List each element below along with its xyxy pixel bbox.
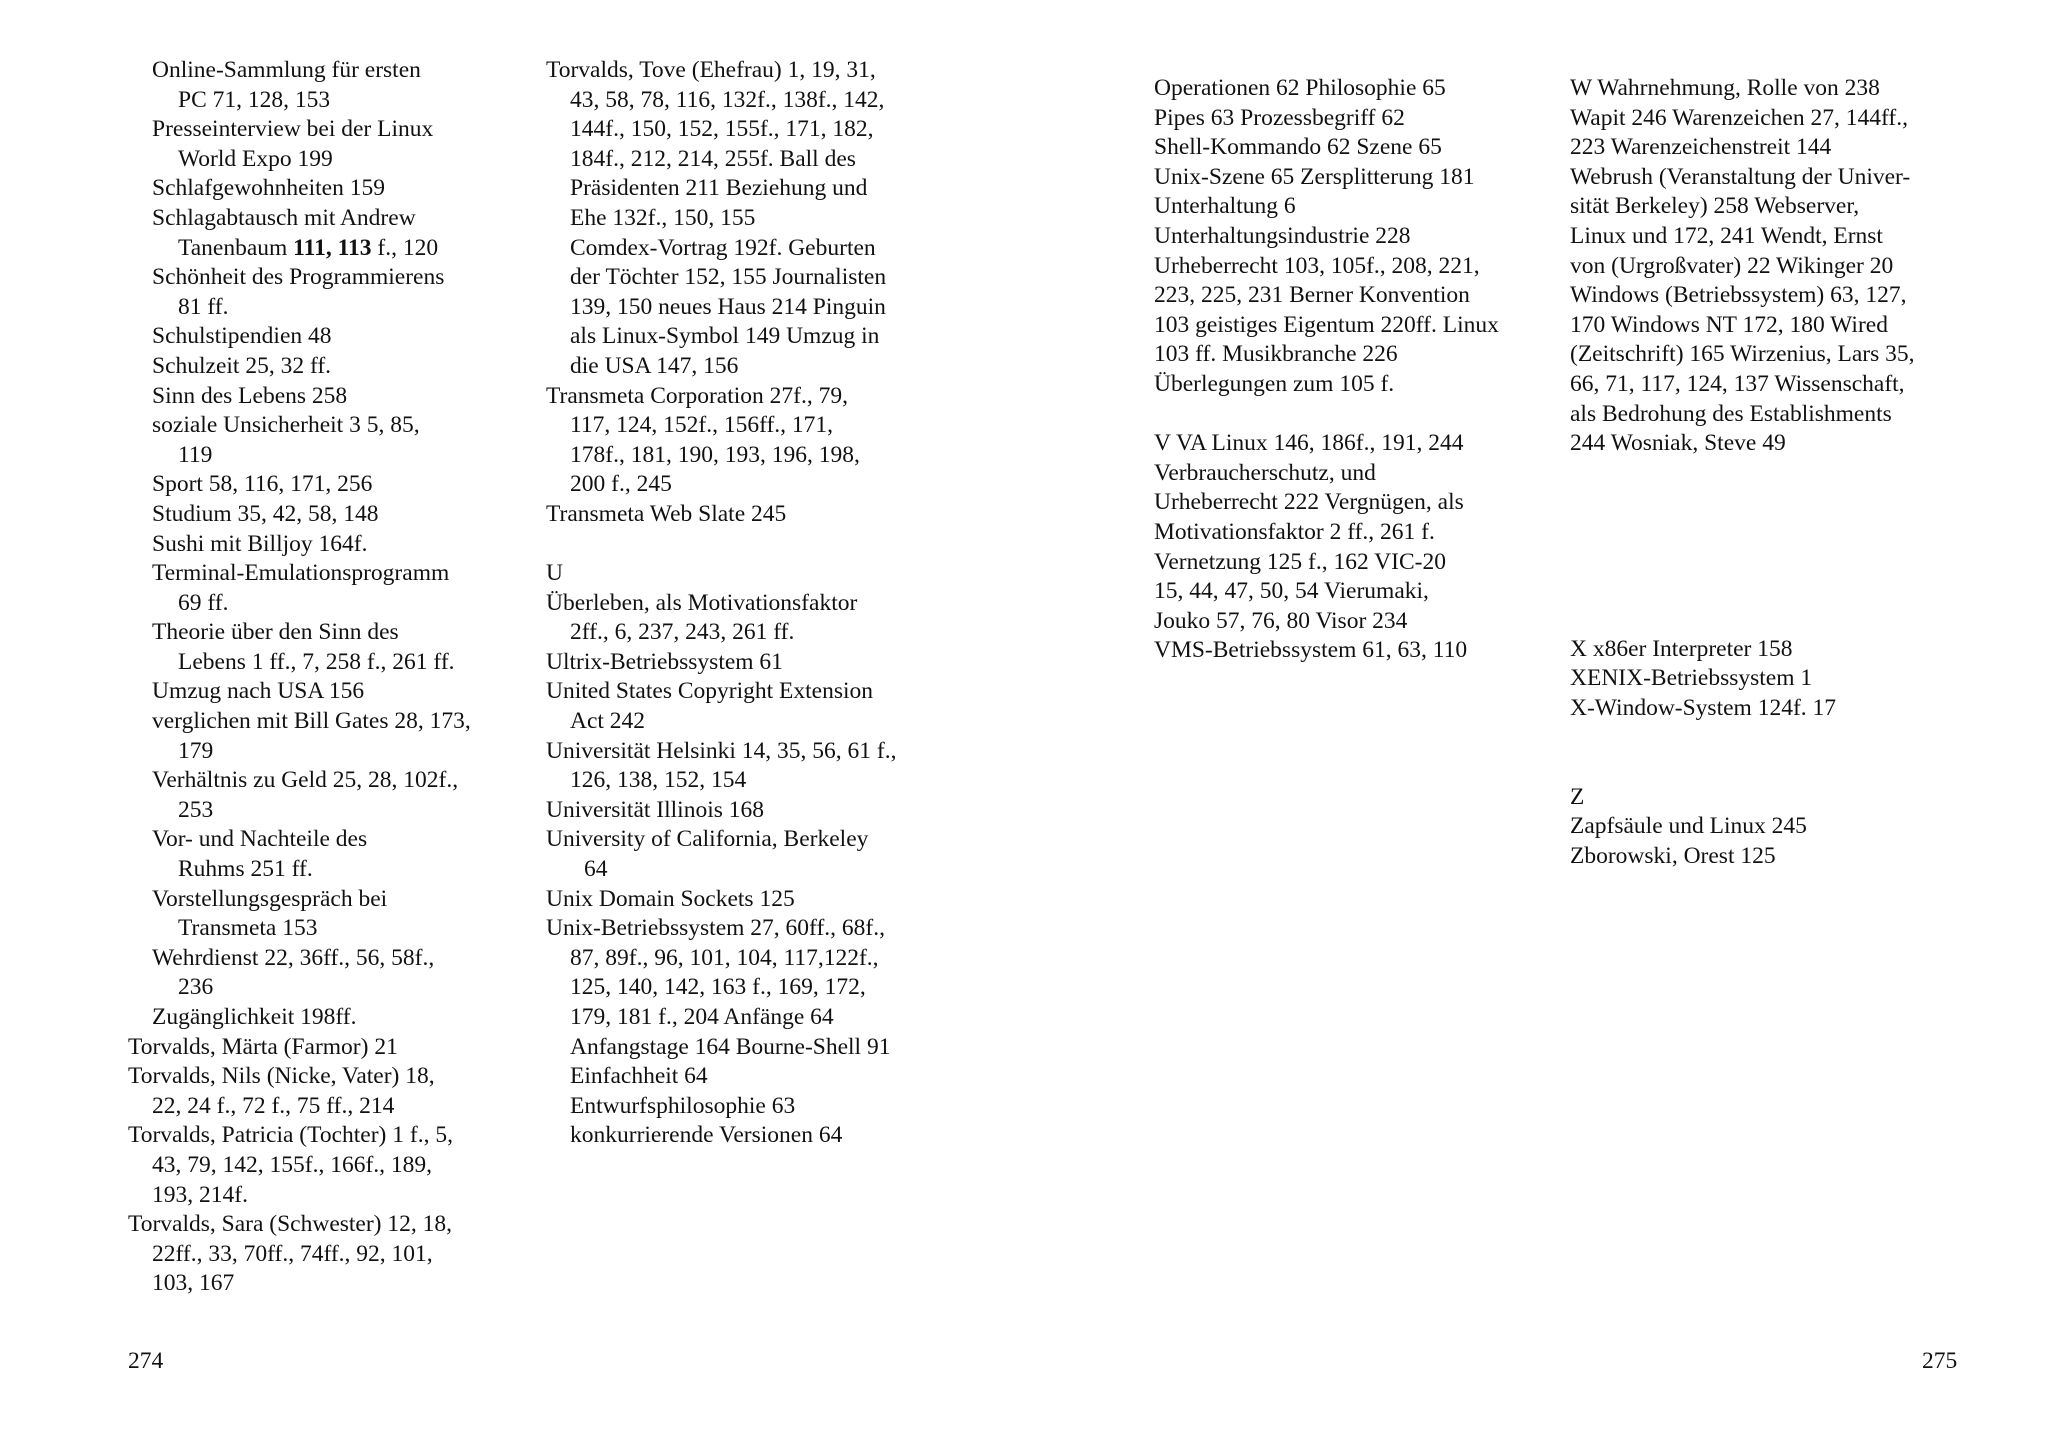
index-entry: Torvalds, Sara (Schwester) 12, 18,	[128, 1211, 453, 1238]
index-entry: Unterhaltung 6	[1154, 193, 1296, 220]
index-entry: W Wahrnehmung, Rolle von 238	[1570, 75, 1880, 101]
index-entry: Windows (Betriebssystem) 63, 127,	[1570, 282, 1907, 309]
index-gap	[1154, 400, 1554, 430]
index-letter-heading: Z	[1570, 783, 1585, 810]
index-entry: Zborowski, Orest 125	[1570, 842, 1776, 869]
index-entry: als Bedrohung des Establishments	[1570, 400, 1892, 427]
index-entry: Universität Helsinki 14, 35, 56, 61 f.,	[546, 737, 897, 764]
index-entry: Urheberrecht 222 Vergnügen, als	[1154, 489, 1464, 516]
index-entry: 43, 79, 142, 155f., 166f., 189,	[152, 1151, 433, 1178]
index-entry: von (Urgroßvater) 22 Wikinger 20	[1570, 252, 1894, 279]
index-entry: 66, 71, 117, 124, 137 Wissenschaft,	[1570, 370, 1905, 397]
index-entry: 179, 181 f., 204 Anfänge 64	[570, 1004, 834, 1030]
index-entry: Zugänglichkeit 198ff.	[152, 1004, 357, 1030]
index-entry: der Töchter 152, 155 Journalisten	[570, 264, 887, 291]
index-entry: 139, 150 neues Haus 214 Pinguin	[570, 293, 886, 320]
index-entry: Entwurfsphilosophie 63	[570, 1092, 796, 1119]
index-entry: Lebens 1 ff., 7, 258 f., 261 ff.	[178, 648, 455, 675]
index-entry: Terminal-Emulationsprogramm	[152, 560, 450, 587]
page-number-right: 275	[1922, 1348, 1958, 1374]
index-entry: sität Berkeley) 258 Webserver,	[1570, 193, 1860, 220]
index-entry: X-Window-System 124f. 17	[1570, 694, 1837, 721]
index-entry: V VA Linux 146, 186f., 191, 244	[1154, 430, 1464, 457]
right-page-column-1	[1154, 74, 1554, 666]
index-entry: Ehe 132f., 150, 155	[570, 204, 756, 231]
index-entry: Vernetzung 125 f., 162 VIC-20	[1154, 548, 1446, 575]
index-entry: Schulzeit 25, 32 ff.	[152, 352, 332, 379]
index-entry: 223, 225, 231 Berner Konvention	[1154, 282, 1470, 309]
index-entry: 244 Wosniak, Steve 49	[1570, 430, 1786, 457]
index-entry: 103 geistiges Eigentum 220ff. Linux	[1154, 311, 1499, 338]
index-entry: (Zeitschrift) 165 Wirzenius, Lars 35,	[1570, 341, 1915, 368]
index-entry: Jouko 57, 76, 80 Visor 234	[1154, 607, 1408, 634]
index-entry: Shell-Kommando 62 Szene 65	[1154, 134, 1442, 161]
index-entry: 117, 124, 152f., 156ff., 171,	[570, 412, 834, 439]
index-entry: Schulstipendien 48	[152, 323, 332, 350]
index-entry: Online-Sammlung für ersten	[152, 57, 421, 83]
index-entry: Verbraucherschutz, und	[1154, 459, 1376, 486]
index-entry: Anfangstage 164 Bourne-Shell 91	[570, 1033, 891, 1060]
index-entry: Sport 58, 116, 171, 256	[152, 471, 373, 498]
index-entry: Transmeta Corporation 27f., 79,	[546, 382, 848, 409]
index-entry: Sinn des Lebens 258	[152, 382, 348, 409]
index-entry: 87, 89f., 96, 101, 104, 117,122f.,	[570, 944, 879, 971]
index-entry: Einfachheit 64	[570, 1063, 708, 1090]
index-entry: 253	[178, 796, 214, 823]
index-entry: Ultrix-Betriebssystem 61	[546, 648, 783, 675]
index-entry: Präsidenten 211 Beziehung und	[570, 175, 868, 202]
index-entry: Webrush (Veranstaltung der Univer-	[1570, 163, 1911, 190]
index-entry: 144f., 150, 152, 155f., 171, 182,	[570, 116, 874, 143]
index-gap	[546, 530, 966, 560]
index-entry: World Expo 199	[178, 145, 333, 172]
index-entry: konkurrierende Versionen 64	[570, 1122, 843, 1149]
index-entry: Sushi mit Billjoy 164f.	[152, 530, 368, 557]
index-entry: Wapit 246 Warenzeichen 27, 144ff.,	[1570, 104, 1908, 131]
index-entry: 15, 44, 47, 50, 54 Vierumaki,	[1154, 578, 1429, 605]
index-entry: 178f., 181, 190, 193, 196, 198,	[570, 441, 860, 468]
index-entry: Vor- und Nachteile des	[152, 826, 368, 853]
index-entry: 184f., 212, 214, 255f. Ball des	[570, 145, 856, 172]
index-entry: 119	[178, 441, 213, 468]
index-entry: 193, 214f.	[152, 1181, 248, 1208]
index-entry: X x86er Interpreter 158	[1570, 635, 1793, 662]
index-entry: Schlagabtausch mit Andrew	[152, 204, 416, 231]
index-entry: Theorie über den Sinn des	[152, 619, 399, 646]
left-page-column-2	[546, 56, 966, 1151]
index-entry: die USA 147, 156	[570, 352, 739, 379]
index-entry: Umzug nach USA 156	[152, 678, 365, 705]
index-entry: Comdex-Vortrag 192f. Geburten	[570, 234, 876, 261]
index-entry: verglichen mit Bill Gates 28, 173,	[152, 708, 471, 735]
index-entry: 236	[178, 974, 214, 1001]
index-entry: 69 ff.	[178, 589, 229, 616]
index-entry: University of California, Berkeley	[546, 826, 869, 853]
index-gap	[1570, 724, 1990, 783]
index-entry: 103, 167	[152, 1270, 235, 1297]
index-entry: Linux und 172, 241 Wendt, Ernst	[1570, 222, 1883, 249]
index-entry: Unix Domain Sockets 125	[546, 885, 795, 912]
index-entry: Torvalds, Tove (Ehefrau) 1, 19, 31,	[546, 57, 876, 83]
index-entry: Torvalds, Märta (Farmor) 21	[128, 1033, 398, 1060]
index-entry: PC 71, 128, 153	[178, 86, 331, 113]
index-entry: Unterhaltungsindustrie 228	[1154, 222, 1411, 249]
index-entry: Studium 35, 42, 58, 148	[152, 500, 379, 527]
index-entry: 64	[584, 856, 608, 883]
index-entry: 126, 138, 152, 154	[570, 767, 747, 794]
index-entry: 170 Windows NT 172, 180 Wired	[1570, 311, 1888, 338]
index-entry: Transmeta Web Slate 245	[546, 500, 787, 527]
index-entry: Operationen 62 Philosophie 65	[1154, 75, 1446, 101]
index-entry: Verhältnis zu Geld 25, 28, 102f.,	[152, 767, 459, 794]
index-gap	[1570, 459, 1990, 547]
right-page	[1024, 0, 2048, 1447]
index-entry: 125, 140, 142, 163 f., 169, 172,	[570, 974, 866, 1001]
index-entry: Universität Illinois 168	[546, 796, 765, 823]
index-entry: Torvalds, Nils (Nicke, Vater) 18,	[128, 1063, 435, 1090]
index-entry: Schlafgewohnheiten 159	[152, 175, 385, 202]
index-entry: 179	[178, 737, 214, 764]
index-entry: Transmeta 153	[178, 915, 318, 942]
index-entry: 2ff., 6, 237, 243, 261 ff.	[570, 619, 795, 646]
index-entry: Tanenbaum 111, 113 f., 120	[178, 234, 439, 261]
index-entry: XENIX-Betriebssystem 1	[1570, 665, 1813, 692]
index-entry: als Linux-Symbol 149 Umzug in	[570, 323, 880, 350]
index-entry: Überlegungen zum 105 f.	[1154, 370, 1395, 397]
index-entry: Wehrdienst 22, 36ff., 56, 58f.,	[152, 944, 435, 971]
index-entry: Urheberrecht 103, 105f., 208, 221,	[1154, 252, 1480, 279]
index-entry: Unix-Szene 65 Zersplitterung 181	[1154, 163, 1475, 190]
index-entry: 43, 58, 78, 116, 132f., 138f., 142,	[570, 86, 885, 113]
index-entry: 22, 24 f., 72 f., 75 ff., 214	[152, 1092, 395, 1119]
index-entry: Motivationsfaktor 2 ff., 261 f.	[1154, 518, 1435, 545]
index-entry: Schönheit des Programmierens	[152, 264, 445, 291]
index-gap	[1570, 547, 1990, 635]
index-entry: 22ff., 33, 70ff., 74ff., 92, 101,	[152, 1240, 433, 1267]
index-entry: 81 ff.	[178, 293, 229, 320]
index-entry: Act 242	[570, 708, 646, 735]
index-entry: 200 f., 245	[570, 471, 672, 498]
index-entry: Überleben, als Motivationsfaktor	[546, 589, 858, 616]
index-entry: Presseinterview bei der Linux	[152, 116, 434, 143]
index-entry: 103 ff. Musikbranche 226	[1154, 341, 1398, 368]
index-entry: Torvalds, Patricia (Tochter) 1 f., 5,	[128, 1122, 453, 1149]
index-letter-heading: U	[546, 560, 563, 587]
index-entry: Unix-Betriebssystem 27, 60ff., 68f.,	[546, 915, 885, 942]
index-entry: VMS-Betriebssystem 61, 63, 110	[1154, 637, 1468, 664]
page-number-left: 274	[128, 1348, 164, 1374]
left-page-column-1	[128, 56, 528, 1299]
index-entry: United States Copyright Extension	[546, 678, 874, 705]
index-entry: soziale Unsicherheit 3 5, 85,	[152, 412, 420, 439]
index-entry: Zapfsäule und Linux 245	[1570, 813, 1807, 840]
index-entry: Vorstellungsgespräch bei	[152, 885, 388, 912]
index-entry: 223 Warenzeichenstreit 144	[1570, 134, 1832, 161]
index-entry: Pipes 63 Prozessbegriff 62	[1154, 104, 1405, 131]
index-entry: Ruhms 251 ff.	[178, 856, 313, 883]
right-page-column-2	[1570, 74, 1990, 871]
